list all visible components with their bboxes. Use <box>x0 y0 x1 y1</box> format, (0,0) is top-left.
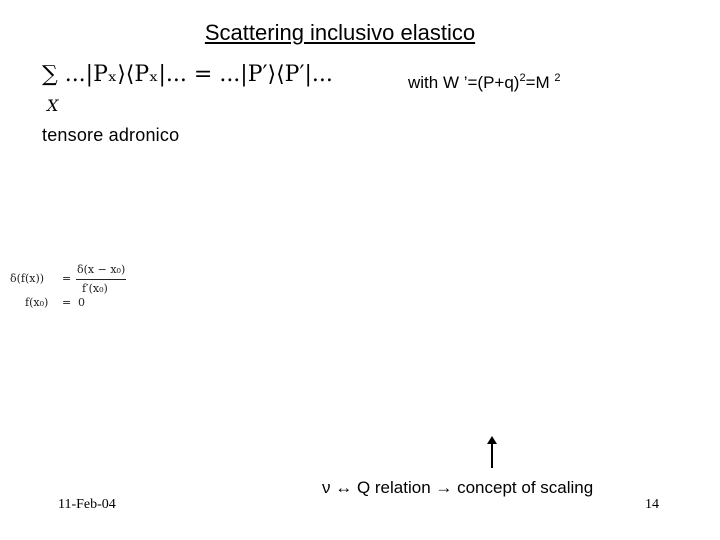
footer-date: 11-Feb-04 <box>58 497 116 512</box>
invariant-mass-exponent-1: 2 <box>519 72 526 84</box>
sum-subscript: X <box>47 96 59 115</box>
root-condition-rhs: 0 <box>78 296 85 309</box>
up-arrow-icon <box>485 436 499 468</box>
tensor-label: tensore adronico <box>42 125 180 145</box>
root-condition-equals: = <box>62 296 72 309</box>
delta-lhs: δ(f(x)) <box>10 272 45 285</box>
delta-numerator: δ(x − x₀) <box>77 263 126 276</box>
invariant-mass-exponent-2: 2 <box>554 72 561 84</box>
slide-title: Scattering inclusivo elastico <box>204 20 476 45</box>
invariant-mass-prefix: with W ’=(P+q) <box>408 73 520 92</box>
fraction-bar <box>76 279 126 280</box>
invariant-mass-note <box>408 72 561 93</box>
delta-denominator: f′(x₀) <box>82 282 108 295</box>
slide-number: 14 <box>645 497 659 512</box>
scaling-relation: ν ↔ Q relation → concept of scaling <box>322 478 594 497</box>
completeness-formula: ∑ ...|Pₓ⟩⟨Pₓ|... = ...|P′⟩⟨P′|... <box>42 62 333 87</box>
invariant-mass-mid: =M <box>525 73 555 92</box>
delta-equals: = <box>62 272 72 285</box>
root-condition-lhs: f(x₀) <box>25 296 49 309</box>
